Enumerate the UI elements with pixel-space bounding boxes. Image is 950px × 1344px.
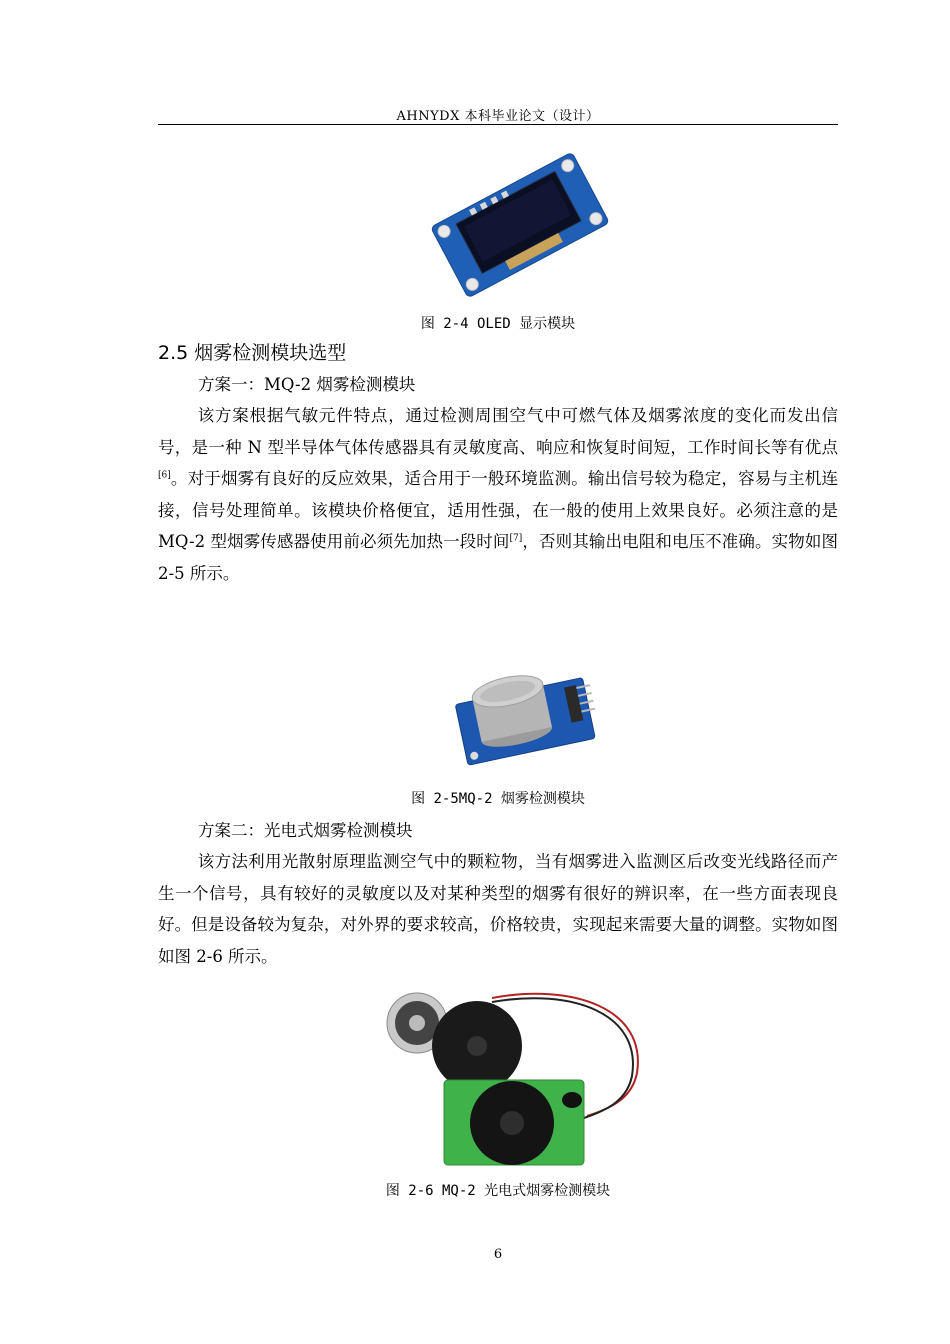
header-rule (158, 124, 838, 125)
plan1-paragraph (158, 400, 838, 589)
figure-caption-2-4: 图 2-4 OLED 显示模块 (420, 316, 576, 332)
figure-caption-2-6: 图 2-6 MQ-2 光电式烟雾检测模块 (385, 1183, 611, 1199)
oled-module-image (420, 150, 620, 300)
page-number: 6 (493, 1247, 503, 1262)
citation-7: [7] (509, 533, 523, 544)
plan2-title: 方案二：光电式烟雾检测模块 (198, 821, 413, 840)
mq2-sensor-image (452, 660, 602, 780)
plan1-text-1: 该方案根据气敏元件特点，通过检测周围空气中可燃气体及烟雾浓度的变化而发出信号，是一种 N 型半导体气体传感器具有灵敏度高、响应和恢复时间短，工作时间长等有优点 (158, 406, 838, 457)
plan1-text-3: ，否则其输出电阻和电压不准确。实物如图 2-5 所示。 (158, 532, 838, 583)
figure-caption-2-5: 图 2-5MQ-2 烟雾检测模块 (411, 791, 585, 807)
running-header: AHNYDX 本科毕业论文（设计） (396, 109, 600, 124)
plan1-title: 方案一：MQ-2 烟雾检测模块 (198, 375, 416, 394)
citation-6: [6] (158, 470, 171, 481)
plan2-paragraph: 该方法利用光散射原理监测空气中的颗粒物，当有烟雾进入监测区后改变光线路径而产生一个信号，具有较好的灵敏度以及对某种类型的烟雾有很好的辨识率，在一些方面表现良好。但是设备较为复杂，对外界的要求较高，价格较贵，实现起来需要大量的调整。实物如图如图 2-6 所示。 (158, 852, 838, 966)
section-title: 2.5 烟雾检测模块选型 (158, 342, 347, 364)
plan1-text-2: 。对于烟雾有良好的反应效果，适合用于一般环境监测。输出信号较为稳定，容易与主机连接，信号处理简单。该模块价格便宜，适用性强，在一般的使用上效果良好。必须注意的是 MQ-2 型烟雾传感器使用前必须先加热一段时间 (158, 469, 838, 551)
photoelectric-module-image (382, 988, 652, 1173)
